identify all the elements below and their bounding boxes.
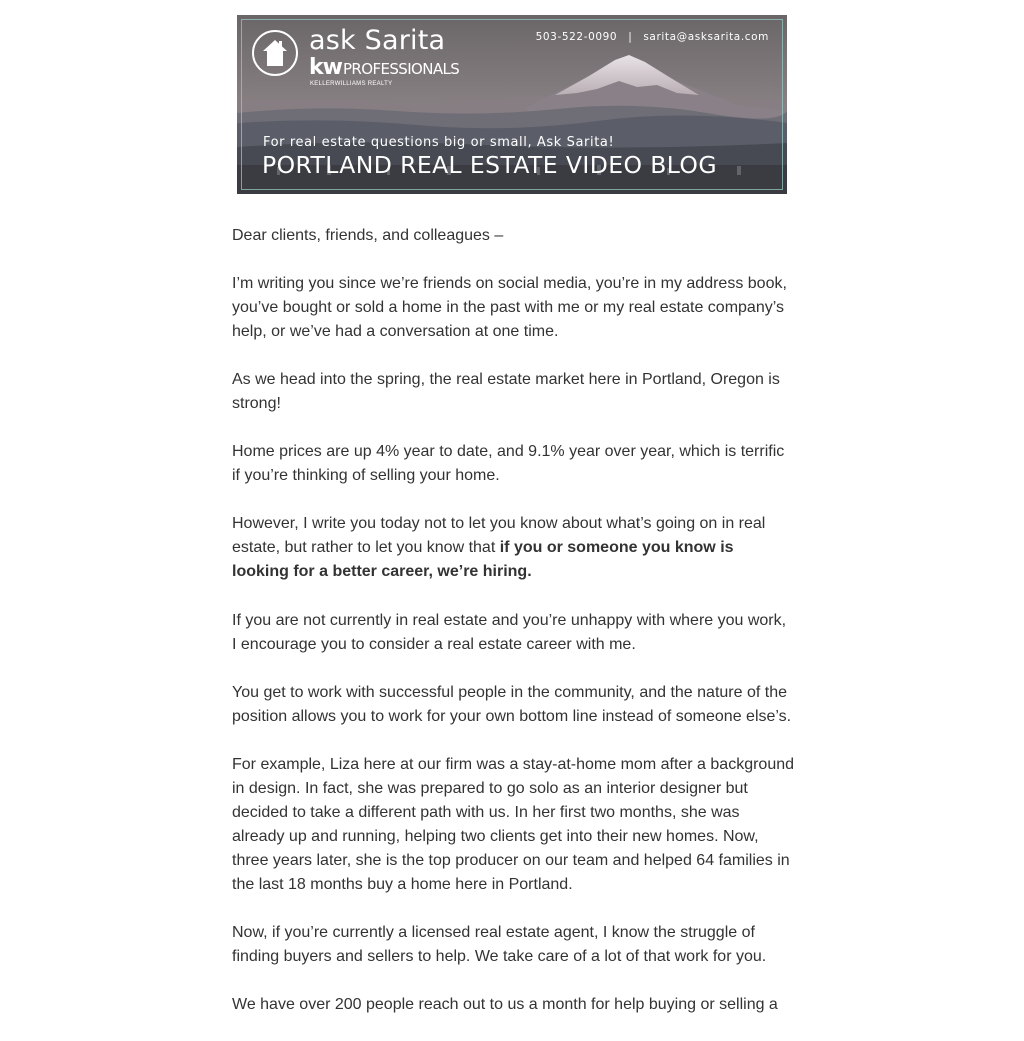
home-logo-icon xyxy=(252,30,298,76)
kw-professionals: PROFESSIONALS xyxy=(342,60,460,78)
kw-company: KELLERWILLIAMS REALTY xyxy=(310,81,393,87)
paragraph-agents: Now, if you’re currently a licensed real estate agent, I know the struggle of finding buyers and sellers to help. We take care of a lot of that work for you. xyxy=(232,924,767,965)
paragraph-market: As we head into the spring, the real estate market here in Portland, Oregon is strong! xyxy=(232,371,780,412)
contact-separator: | xyxy=(628,31,633,43)
paragraph-benefits: You get to work with successful people in the community, and the nature of the position allows you to work for your own bottom line instead of someone else’s. xyxy=(232,684,792,725)
paragraph-prices: Home prices are up 4% year to date, and 9.1% year over year, which is terrific if you’re thinking of selling your home. xyxy=(232,443,785,484)
brand-name: ask Sarita xyxy=(309,25,446,56)
letter-body xyxy=(232,224,794,1041)
paragraph-hiring-emphasis: if you or someone you know is looking for a better career, we’re hiring. xyxy=(232,539,734,580)
paragraph-leads: We have over 200 people reach out to us a month for help buying or selling a xyxy=(232,996,778,1013)
email-address: sarita@asksarita.com xyxy=(643,31,769,43)
greeting: Dear clients, friends, and colleagues – xyxy=(232,227,504,244)
contact-info xyxy=(536,31,769,43)
header-banner xyxy=(237,15,787,194)
kw-logo xyxy=(309,55,460,80)
paragraph-hiring-text: However, I write you today not to let you know about what’s going on in real estate, but rather to let you know that xyxy=(232,515,766,556)
paragraph-intro: I’m writing you since we’re friends on social media, you’re in my address book, you’ve bought or sold a home in the past with me or my real estate company’s help, or we’ve had a conversation at one time. xyxy=(232,275,787,340)
paragraph-example: For example, Liza here at our firm was a stay-at-home mom after a background in design. In fact, she was prepared to go solo as an interior designer but decided to take a different path with us. In her first two months, she was already up and running, helping two clients get into their new homes. Now, three years later, she is the top producer on our team and helped 64 families in the last 18 months buy a home here in Portland. xyxy=(232,756,795,893)
phone-number: 503-522-0090 xyxy=(535,31,618,43)
paragraph-career: If you are not currently in real estate and you’re unhappy with where you work, I encourage you to consider a real estate career with me. xyxy=(232,612,787,653)
banner-blog-title: PORTLAND REAL ESTATE VIDEO BLOG xyxy=(262,151,717,179)
kw-mark: kw xyxy=(309,55,342,80)
paragraph-hiring xyxy=(232,512,794,584)
banner-tagline: For real estate questions big or small, Ask Sarita! xyxy=(263,135,615,150)
